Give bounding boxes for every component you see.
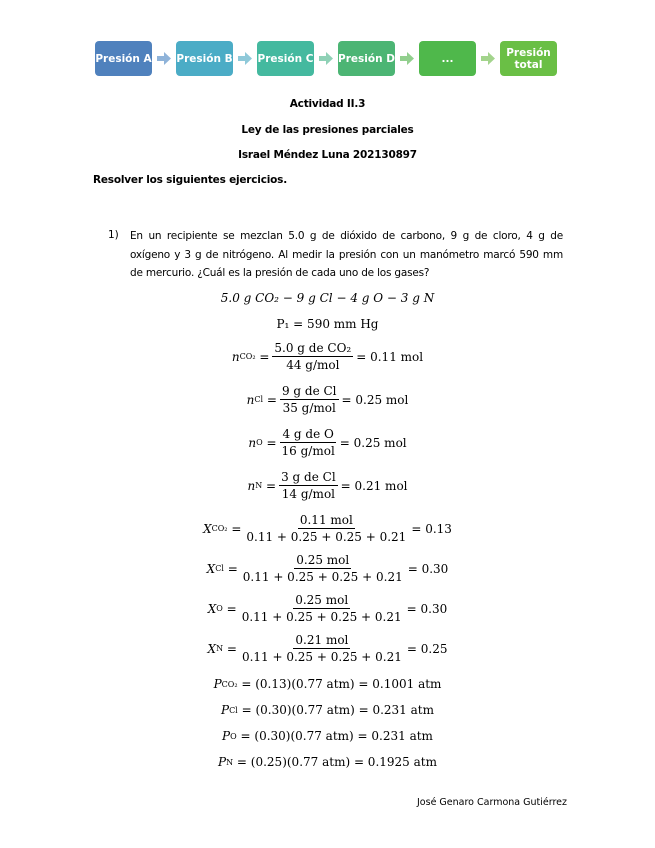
given-mixture-text: 5.0 g CO₂ − 9 g Cl − 4 g O − 3 g N <box>220 291 435 305</box>
fraction-co2-equation: X CO₂ = $\frac{\text{0.11 mol}}{0.11 + 0.25 + 0.25 + 0.21}$ = 0.13 <box>203 513 452 544</box>
result: = 0.21 mol <box>340 478 408 493</box>
arrow-right-icon <box>481 52 495 65</box>
denominator: 44 g/mol <box>286 358 340 372</box>
arrow-right-icon <box>400 52 414 65</box>
pressure-flow-diagram <box>95 41 565 77</box>
var-symbol: P <box>218 755 227 769</box>
result: = 0.30 <box>406 601 448 616</box>
problem-number: 1) <box>108 229 119 241</box>
flow-step-b: Presión B <box>176 41 233 76</box>
var-subscript: Cl <box>229 705 238 715</box>
arrow-right-icon <box>319 52 333 65</box>
fraction <box>272 341 353 372</box>
given-pressure-text: P₁ = 590 mm Hg <box>276 317 379 331</box>
var-subscript: O <box>256 438 263 447</box>
var-symbol: X <box>203 521 212 536</box>
var-subscript: Cl <box>254 395 264 404</box>
fraction-o-equation: X O = $\frac{\text{0.25 mol}}{0.11 + 0.25 + 0.25 + 0.21}$ = 0.30 <box>207 593 448 624</box>
denominator: 16 g/mol <box>281 444 335 458</box>
instructions: Resolver los siguientes ejercicios. <box>93 174 287 186</box>
moles-cl-equation: n Cl = $\frac{\text{9 g de Cl}}{\text{35 g/mol}}$ = 0.25 mol <box>246 384 409 415</box>
var-subscript: N <box>255 481 263 490</box>
flow-step-c: Presión C <box>257 41 314 76</box>
moles-co2-equation: n CO₂ = $\frac{\text{5.0 g de CO₂}}{\text{44 g/mol}}$ = 0.11 mol <box>231 341 424 372</box>
fraction <box>244 513 408 544</box>
var-subscript: CO₂ <box>221 679 238 689</box>
problem-text: En un recipiente se mezclan 5.0 g de dióxido de carbono, 9 g de cloro, 4 g de oxígeno y 3 g de nitrógeno. Al medir la presión con un manómetro marcó 590 mm de mercurio. ¿Cuál es la presión de cada uno de los gases? <box>130 230 563 279</box>
footer-author: José Genaro Carmona Gutiérrez <box>417 797 567 808</box>
var-subscript: Cl <box>215 564 224 573</box>
numerator: 5.0 g de CO₂ <box>274 341 352 355</box>
expression: = (0.30)(0.77 atm) = 0.231 atm <box>241 703 434 717</box>
var-subscript: N <box>226 757 234 767</box>
expression: = (0.13)(0.77 atm) = 0.1001 atm <box>241 677 442 691</box>
numerator: 0.25 mol <box>296 553 350 567</box>
var-symbol: X <box>207 601 217 616</box>
partial-co2-equation <box>0 677 655 691</box>
flow-step-ellipsis: ... <box>419 41 476 76</box>
denominator: 14 g/mol <box>281 487 335 501</box>
moles-n-equation: n N = $\frac{\text{3 g de Cl}}{\text{14 g/mol}}$ = 0.21 mol <box>247 470 408 501</box>
expression: = (0.30)(0.77 atm) = 0.231 atm <box>240 729 433 743</box>
fraction <box>240 593 404 624</box>
fraction-cl-equation: X Cl = $\frac{\text{0.25 mol}}{0.11 + 0.25 + 0.25 + 0.21}$ = 0.30 <box>206 553 449 584</box>
author-line: Israel Méndez Luna 202130897 <box>238 149 417 161</box>
result: = 0.25 mol <box>341 392 409 407</box>
result: = 0.13 <box>411 521 452 536</box>
numerator: 0.25 mol <box>295 593 349 607</box>
denominator: 35 g/mol <box>282 401 336 415</box>
result: = 0.30 <box>407 561 449 576</box>
arrow-right-icon <box>238 52 252 65</box>
denominator: 0.11 + 0.25 + 0.25 + 0.21 <box>241 610 402 624</box>
fraction <box>240 633 404 664</box>
denominator: 0.11 + 0.25 + 0.25 + 0.21 <box>242 570 403 584</box>
var-symbol: n <box>248 435 257 450</box>
numerator: 0.21 mol <box>295 633 349 647</box>
expression: = (0.25)(0.77 atm) = 0.1925 atm <box>236 755 437 769</box>
fraction <box>279 470 338 501</box>
flow-step-a: Presión A <box>95 41 152 76</box>
var-subscript: O <box>230 731 237 741</box>
numerator: 4 g de O <box>282 427 334 441</box>
denominator: 0.11 + 0.25 + 0.25 + 0.21 <box>246 530 407 544</box>
result: = 0.25 <box>406 641 448 656</box>
var-subscript: CO₂ <box>239 352 256 361</box>
var-symbol: n <box>246 392 255 407</box>
arrow-right-icon <box>157 52 171 65</box>
flow-step-total: Presión total <box>500 41 557 76</box>
var-symbol: P <box>222 729 231 743</box>
given-mixture <box>0 291 655 305</box>
subtitle: Ley de las presiones parciales <box>241 124 414 136</box>
var-subscript: N <box>216 644 224 653</box>
given-pressure <box>0 317 655 331</box>
activity-title: Actividad II.3 <box>289 98 366 110</box>
fraction <box>241 553 405 584</box>
var-symbol: n <box>247 478 256 493</box>
var-subscript: CO₂ <box>211 524 228 533</box>
var-symbol: X <box>207 641 217 656</box>
fraction-n-equation: X N = $\frac{\text{0.21 mol}}{0.11 + 0.25 + 0.25 + 0.21}$ = 0.25 <box>207 633 448 664</box>
denominator: 0.11 + 0.25 + 0.25 + 0.21 <box>241 650 402 664</box>
result: = 0.25 mol <box>339 435 407 450</box>
fraction <box>280 384 339 415</box>
numerator: 0.11 mol <box>299 513 353 527</box>
result: = 0.11 mol <box>356 349 424 364</box>
var-symbol: n <box>231 349 240 364</box>
partial-o-equation <box>0 729 655 743</box>
var-symbol: P <box>220 703 230 717</box>
var-symbol: X <box>206 561 216 576</box>
fraction <box>280 427 337 458</box>
numerator: 9 g de Cl <box>281 384 337 398</box>
numerator: 3 g de Cl <box>281 470 336 484</box>
var-symbol: P <box>213 677 222 691</box>
var-subscript: O <box>216 604 223 613</box>
partial-n-equation <box>0 755 655 769</box>
moles-o-equation: n O = $\frac{\text{4 g de O}}{\text{16 g/mol}}$ = 0.25 mol <box>248 427 407 458</box>
partial-cl-equation <box>0 703 655 717</box>
flow-step-d: Presión D <box>338 41 395 76</box>
